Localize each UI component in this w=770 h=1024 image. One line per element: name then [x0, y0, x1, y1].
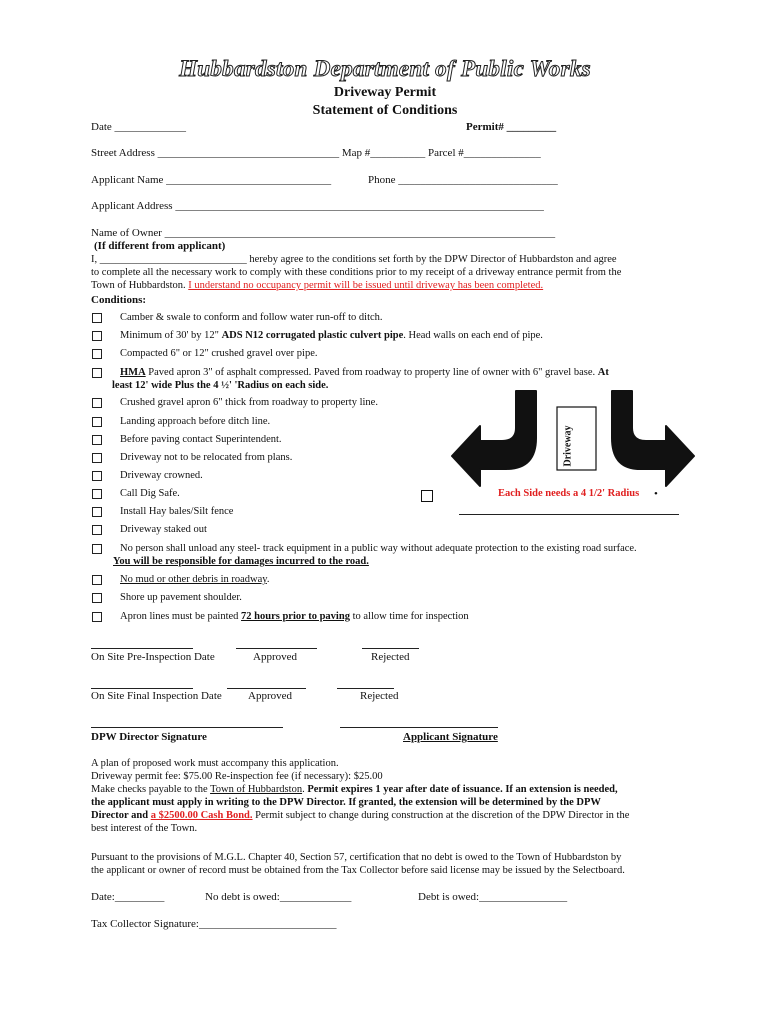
owner-note: (If different from applicant): [94, 240, 226, 252]
applicant-signature-label: Applicant Signature: [403, 731, 498, 743]
phone-field[interactable]: Phone _____________________________: [368, 174, 558, 186]
pre-approved-line[interactable]: [236, 648, 317, 649]
condition-dig-safe: Call Dig Safe.: [120, 488, 180, 499]
agreement-town: Town of Hubbardston.: [91, 280, 186, 291]
condition-checkbox[interactable]: [92, 544, 102, 554]
condition-steel-track: No person shall unload any steel- track equipment in a public way without adequate protection to the existing road surface.: [120, 543, 637, 554]
condition-crowned: Driveway crowned.: [120, 470, 203, 481]
condition-checkbox[interactable]: [92, 417, 102, 427]
conditions-heading: Conditions:: [91, 294, 147, 306]
final-inspection-date-line[interactable]: [91, 688, 193, 689]
condition-camber: Camber & swale to conform and follow water run-off to ditch.: [120, 312, 383, 323]
final-approved-line[interactable]: [227, 688, 306, 689]
condition-checkbox[interactable]: [92, 313, 102, 323]
condition-checkbox[interactable]: [92, 471, 102, 481]
form-subtitle: Statement of Conditions: [312, 103, 458, 118]
condition-checkbox[interactable]: [92, 612, 102, 622]
tax-collector-signature-field[interactable]: Tax Collector Signature:_________________________: [91, 918, 337, 930]
agreement-line-2: to complete all the necessary work to comply with these conditions prior to my receipt of a driveway entrance permit from the: [91, 267, 622, 278]
condition-gravel-apron: Crushed gravel apron 6" thick from roadway to property line.: [120, 397, 378, 408]
applicant-signature-line[interactable]: [340, 727, 498, 728]
condition-checkbox[interactable]: [92, 575, 102, 585]
occupancy-warning: I understand no occupancy permit will be issued until driveway has been completed.: [188, 280, 544, 291]
pre-rejected-label: Rejected: [371, 651, 410, 663]
final-rejected-line[interactable]: [337, 688, 394, 689]
form-title: Driveway Permit: [333, 85, 437, 100]
left-radius-arrow-icon: [452, 391, 536, 486]
tax-paragraph: Pursuant to the provisions of M.G.L. Chapter 40, Section 57, certification that no debt is owed to the Town of Hubbardston by the applicant or owner of record must be obtained from the Tax Collector before said license may be issued by the Selectboard.: [91, 852, 625, 876]
condition-staked: Driveway staked out: [120, 524, 207, 535]
final-rejected-label: Rejected: [360, 690, 399, 702]
agreement-line-3: [91, 280, 543, 291]
radius-checkbox[interactable]: [421, 490, 433, 502]
pre-rejected-line[interactable]: [362, 648, 419, 649]
director-signature-line[interactable]: [91, 727, 283, 728]
condition-shore-up: Shore up pavement shoulder.: [120, 592, 242, 603]
condition-checkbox[interactable]: [92, 435, 102, 445]
condition-checkbox[interactable]: [92, 507, 102, 517]
condition-checkbox[interactable]: [92, 593, 102, 603]
condition-hay-bales: Install Hay bales/Silt fence: [120, 506, 234, 517]
debt-owed-field[interactable]: Debt is owed:________________: [418, 891, 568, 903]
pre-inspection-date-line[interactable]: [91, 648, 193, 649]
condition-landing: Landing approach before ditch line.: [120, 416, 271, 427]
tax-date-field[interactable]: Date:_________: [91, 891, 165, 903]
condition-no-mud: No mud or other debris in roadway.: [120, 574, 270, 585]
condition-checkbox[interactable]: [92, 525, 102, 535]
director-signature-label: DPW Director Signature: [91, 731, 207, 743]
radius-bullet: •: [654, 488, 658, 500]
right-radius-arrow-icon: [612, 391, 694, 486]
condition-not-relocated: Driveway not to be relocated from plans.: [120, 452, 293, 463]
condition-apron-lines: Apron lines must be painted 72 hours prior to paving to allow time for inspection: [120, 611, 469, 622]
agreement-line-1[interactable]: I, ____________________________ hereby agree to the conditions set forth by the DPW Director of Hubbardston and agree: [91, 254, 617, 265]
final-approved-label: Approved: [248, 690, 292, 702]
condition-checkbox[interactable]: [92, 368, 102, 378]
condition-hma: HMA Paved apron 3" of asphalt compressed. Paved from roadway to property line of owner with 6" gravel base. At: [120, 367, 609, 378]
page-title: Hubbardston Department of Public Works: [179, 56, 591, 81]
condition-checkbox[interactable]: [92, 398, 102, 408]
fees-paragraph: A plan of proposed work must accompany this application. Driveway permit fee: $75.00 Re-inspection fee (if necessary): $25.00 Make checks payable to the Town of Hubbardston. Permit expires 1 year after date of issuance. If an extension is needed, the applicant must apply in writing to the DPW Director. If granted, the extension will be determined by the DPW Director and a $2500.00 Cash Bond. Permit subject to change during construction at the discretion of the DPW Director in the best interest of the Town.: [91, 758, 630, 834]
radius-note: Each Side needs a 4 1/2' Radius: [498, 488, 640, 499]
street-address-field[interactable]: Street Address _________________________________ Map #__________ Parcel #______________: [91, 147, 541, 159]
owner-name-field[interactable]: Name of Owner _______________________________________________________________________: [91, 227, 556, 239]
radius-line: [459, 514, 679, 515]
condition-checkbox[interactable]: [92, 331, 102, 341]
pre-inspection-label: On Site Pre-Inspection Date: [91, 651, 215, 663]
condition-culvert: Minimum of 30' by 12" ADS N12 corrugated plastic culvert pipe. Head walls on each end of pipe.: [120, 330, 543, 341]
condition-contact: Before paving contact Superintendent.: [120, 434, 282, 445]
applicant-address-field[interactable]: Applicant Address ___________________________________________________________________: [91, 200, 544, 212]
applicant-name-field[interactable]: Applicant Name ______________________________: [91, 174, 332, 186]
condition-gravel-over-pipe: Compacted 6" or 12" crushed gravel over pipe.: [120, 348, 318, 359]
final-inspection-label: On Site Final Inspection Date: [91, 690, 222, 702]
date-field[interactable]: Date _____________: [91, 121, 187, 133]
condition-damages: You will be responsible for damages incurred to the road.: [113, 556, 369, 567]
no-debt-field[interactable]: No debt is owed:_____________: [205, 891, 352, 903]
pre-approved-label: Approved: [253, 651, 297, 663]
condition-checkbox[interactable]: [92, 453, 102, 463]
driveway-label: Driveway: [562, 425, 574, 467]
condition-checkbox[interactable]: [92, 349, 102, 359]
condition-hma-width: least 12' wide Plus the 4 ½' 'Radius on each side.: [112, 380, 329, 391]
condition-checkbox[interactable]: [92, 489, 102, 499]
permit-number-field[interactable]: Permit# _________: [466, 121, 557, 133]
